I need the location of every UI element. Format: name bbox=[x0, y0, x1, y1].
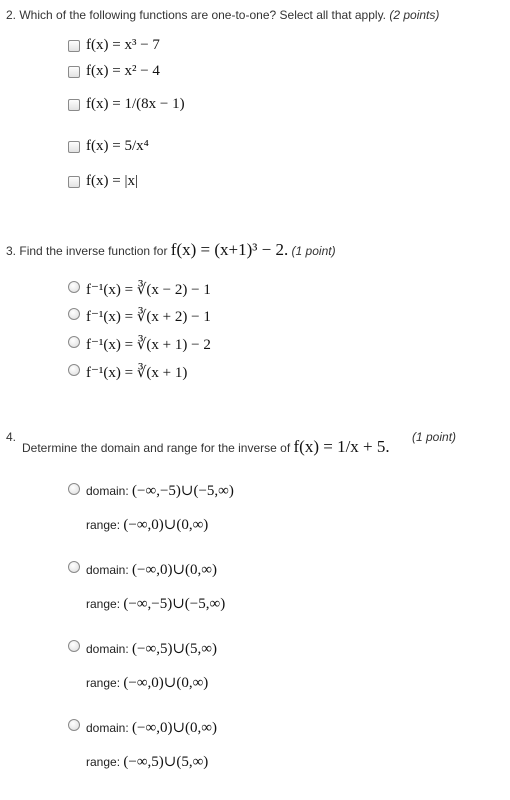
range-value: (−∞,0)∪(0,∞) bbox=[123, 517, 209, 533]
q4-option-1-radio[interactable] bbox=[68, 483, 80, 495]
q2-option-2-text: f(x) = x² − 4 bbox=[86, 63, 160, 79]
question-prompt: Determine the domain and range for the inverse of bbox=[22, 441, 291, 455]
q2-option-2-label bbox=[86, 63, 160, 80]
question-points: (1 point) bbox=[412, 430, 457, 444]
q2-option-2-checkbox[interactable] bbox=[68, 66, 80, 78]
q4-option-2-radio[interactable] bbox=[68, 561, 80, 573]
q3-option-3-label bbox=[86, 335, 211, 354]
question-points: (2 points) bbox=[389, 8, 440, 22]
question-2-header bbox=[6, 8, 439, 22]
q4-option-2-domain bbox=[86, 560, 217, 579]
q3-option-4-label bbox=[86, 363, 187, 382]
domain-value: (−∞,5)∪(5,∞) bbox=[132, 641, 217, 657]
domain-value: (−∞,0)∪(0,∞) bbox=[132, 562, 217, 578]
range-label: range: bbox=[86, 755, 121, 769]
question-function: f(x) = 1/x + 5. bbox=[293, 437, 390, 456]
q2-option-3-label bbox=[86, 96, 185, 113]
q3-option-2-label bbox=[86, 307, 211, 326]
q3-option-2-radio[interactable] bbox=[68, 308, 80, 320]
question-4 bbox=[6, 430, 16, 444]
q3-option-4-radio[interactable] bbox=[68, 364, 80, 376]
q4-option-3-domain bbox=[86, 639, 217, 658]
q2-option-3-checkbox[interactable] bbox=[68, 99, 80, 111]
domain-label: domain: bbox=[86, 484, 129, 498]
question-number: 4. bbox=[6, 430, 17, 444]
q2-option-4-checkbox[interactable] bbox=[68, 141, 80, 153]
q4-option-1-range bbox=[86, 515, 208, 534]
q4-option-4-range bbox=[86, 752, 208, 771]
q2-option-1-checkbox[interactable] bbox=[68, 40, 80, 52]
question-2 bbox=[6, 8, 439, 22]
range-label: range: bbox=[86, 518, 121, 532]
q4-option-1-domain bbox=[86, 481, 234, 500]
q4-option-4-radio[interactable] bbox=[68, 719, 80, 731]
q3-option-3-text: f⁻¹(x) = ∛(x + 1) − 2 bbox=[86, 337, 211, 353]
domain-label: domain: bbox=[86, 563, 129, 577]
question-4-number-line bbox=[6, 430, 16, 444]
q2-option-1-text: f(x) = x³ − 7 bbox=[86, 37, 160, 53]
q2-option-5-text: f(x) = |x| bbox=[86, 173, 138, 189]
domain-value: (−∞,0)∪(0,∞) bbox=[132, 720, 217, 736]
range-value: (−∞,5)∪(5,∞) bbox=[123, 754, 209, 770]
domain-label: domain: bbox=[86, 642, 129, 656]
question-prompt: Find the inverse function for bbox=[19, 244, 168, 258]
question-3-header bbox=[6, 240, 336, 260]
q2-option-4-label bbox=[86, 138, 149, 155]
range-value: (−∞,0)∪(0,∞) bbox=[123, 675, 209, 691]
q4-option-3-radio[interactable] bbox=[68, 640, 80, 652]
domain-value: (−∞,−5)∪(−5,∞) bbox=[132, 483, 234, 499]
q3-option-1-text: f⁻¹(x) = ∛(x − 2) − 1 bbox=[86, 282, 211, 298]
q3-option-2-text: f⁻¹(x) = ∛(x + 2) − 1 bbox=[86, 309, 211, 325]
q2-option-1-label bbox=[86, 37, 160, 54]
q4-option-4-domain bbox=[86, 718, 217, 737]
question-3 bbox=[6, 240, 336, 260]
range-value: (−∞,−5)∪(−5,∞) bbox=[123, 596, 226, 612]
domain-label: domain: bbox=[86, 721, 129, 735]
question-number: 3. bbox=[6, 244, 17, 258]
question-points: (1 point) bbox=[291, 244, 336, 258]
q3-option-3-radio[interactable] bbox=[68, 336, 80, 348]
range-label: range: bbox=[86, 597, 121, 611]
q3-option-1-label bbox=[86, 280, 211, 299]
q3-option-4-text: f⁻¹(x) = ∛(x + 1) bbox=[86, 365, 188, 381]
q2-option-4-text: f(x) = 5/x⁴ bbox=[86, 138, 149, 154]
q2-option-3-text: f(x) = 1/(8x − 1) bbox=[86, 96, 185, 112]
q4-option-3-range bbox=[86, 673, 208, 692]
q3-option-1-radio[interactable] bbox=[68, 281, 80, 293]
question-4-header bbox=[22, 437, 390, 457]
question-function: f(x) = (x+1)³ − 2. bbox=[170, 240, 289, 259]
question-number: 2. bbox=[6, 8, 17, 22]
q4-option-2-range bbox=[86, 594, 225, 613]
q2-option-5-checkbox[interactable] bbox=[68, 176, 80, 188]
q2-option-5-label bbox=[86, 173, 138, 190]
range-label: range: bbox=[86, 676, 121, 690]
question-prompt: Which of the following functions are one-to-one? Select all that apply. bbox=[19, 8, 387, 22]
